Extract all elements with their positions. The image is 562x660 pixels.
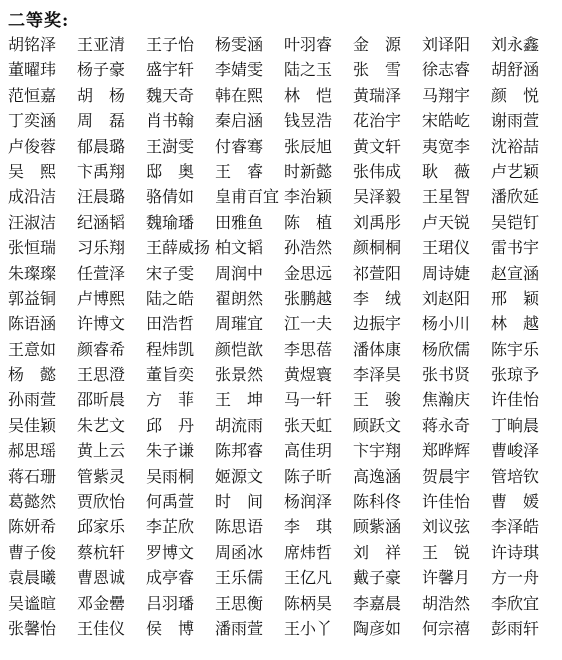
name-cell: 郭益铜: [8, 288, 57, 308]
name-cell: 林 恺: [284, 85, 333, 105]
name-cell: 张书贤: [422, 365, 471, 385]
name-cell: 王 锐: [422, 542, 471, 562]
name-cell: 郁晨璐: [77, 136, 126, 156]
name-cell: 邱家乐: [77, 517, 126, 537]
name-cell: 付睿骞: [215, 136, 264, 156]
name-cell: 胡浩然: [422, 593, 471, 613]
name-cell: 曹 媛: [491, 492, 540, 512]
name-cell: 汪淑洁: [8, 212, 57, 232]
name-cell: 颜恺歆: [215, 339, 264, 359]
name-cell: 何宗禧: [422, 618, 471, 638]
name-cell: 徐志睿: [422, 60, 471, 80]
name-cell: 李泽昊: [353, 365, 402, 385]
name-cell: 胡 杨: [77, 85, 126, 105]
name-cell: 颜桐桐: [353, 238, 402, 258]
name-cell: 耿 薇: [422, 161, 471, 181]
name-cell: 卞宇翔: [353, 441, 402, 461]
name-cell: 董曜玮: [8, 60, 57, 80]
name-cell: 金 源: [353, 35, 402, 54]
name-cell: 高逸涵: [353, 466, 402, 486]
name-cell: 张恒瑞: [8, 238, 57, 258]
name-cell: 曹峻泽: [491, 441, 540, 461]
name-cell: 许馨月: [422, 568, 471, 588]
name-cell: 张伟成: [353, 161, 402, 181]
name-cell: 周 磊: [77, 111, 126, 131]
name-cell: 杨雯涵: [215, 35, 264, 54]
name-cell: 钱昱浩: [284, 111, 333, 131]
name-cell: 陈妍希: [8, 517, 57, 537]
name-cell: 柏文韬: [215, 238, 264, 258]
name-cell: 王澍雯: [146, 136, 195, 156]
name-cell: 吴谧暄: [8, 593, 57, 613]
name-cell: 董旨奕: [146, 365, 195, 385]
name-cell: 曹子俊: [8, 542, 57, 562]
name-cell: 陈柄昊: [284, 593, 333, 613]
name-cell: 张景然: [215, 365, 264, 385]
name-cell: 宋子雯: [146, 263, 195, 283]
name-cell: 王亿凡: [284, 568, 333, 588]
name-cell: 潘雨萱: [215, 618, 264, 638]
name-cell: 潘体康: [353, 339, 402, 359]
name-cell: 张琼予: [491, 365, 540, 385]
name-cell: 曹恩诚: [77, 568, 126, 588]
name-cell: 赵宣涵: [491, 263, 540, 283]
name-cell: 邱 丹: [146, 415, 195, 435]
name-cell: 吴泽毅: [353, 187, 402, 207]
name-cell: 罗博文: [146, 542, 195, 562]
name-cell: 王 坤: [215, 390, 264, 410]
name-cell: 秦启涵: [215, 111, 264, 131]
name-cell: 沈裕喆: [491, 136, 540, 156]
name-cell: 胡舒涵: [491, 60, 540, 80]
name-cell: 李治颖: [284, 187, 333, 207]
name-cell: 杨小川: [422, 314, 471, 334]
name-cell: 朱艺文: [77, 415, 126, 435]
name-cell: 侯 博: [146, 618, 195, 638]
name-cell: 叶羽睿: [284, 35, 333, 54]
name-cell: 陈 植: [284, 212, 333, 232]
name-cell: 贺晨宇: [422, 466, 471, 486]
name-cell: 吴铠钉: [491, 212, 540, 232]
name-cell: 宋皓屹: [422, 111, 471, 131]
name-cell: 杨 懿: [8, 365, 57, 385]
name-cell: 杨子豪: [77, 60, 126, 80]
name-cell: 刘译阳: [422, 35, 471, 54]
name-cell: 刘议弦: [422, 517, 471, 537]
name-cell: 蒋永奇: [422, 415, 471, 435]
name-cell: 刘赵阳: [422, 288, 471, 308]
name-cell: 张辰旭: [284, 136, 333, 156]
name-cell: 周璀宜: [215, 314, 264, 334]
name-cell: 方一舟: [491, 568, 540, 588]
name-cell: 吴雨桐: [146, 466, 195, 486]
name-cell: 翟朗然: [215, 288, 264, 308]
name-cell: 张馨怡: [8, 618, 57, 638]
name-cell: 李 绒: [353, 288, 402, 308]
name-cell: 朱子谦: [146, 441, 195, 461]
name-cell: 时新懿: [284, 161, 333, 181]
name-cell: 郑晔辉: [422, 441, 471, 461]
name-cell: 陈语涵: [8, 314, 57, 334]
name-cell: 邵昕晨: [77, 390, 126, 410]
name-cell: 雷书宇: [491, 238, 540, 258]
name-cell: 颜睿希: [77, 339, 126, 359]
name-cell: 卢天锐: [422, 212, 471, 232]
name-cell: 吕羽璠: [146, 593, 195, 613]
name-cell: 杨欣儒: [422, 339, 471, 359]
name-cell: 王星智: [422, 187, 471, 207]
name-cell: 丁晌晨: [491, 415, 540, 435]
name-cell: 魏天奇: [146, 85, 195, 105]
name-cell: 周函冰: [215, 542, 264, 562]
name-cell: 李泽皓: [491, 517, 540, 537]
name-cell: 袁晨曦: [8, 568, 57, 588]
name-cell: 彭雨轩: [491, 618, 540, 638]
name-cell: 陆之玉: [284, 60, 333, 80]
name-cell: 黄煜寰: [284, 365, 333, 385]
name-cell: 孙雨萱: [8, 390, 57, 410]
name-cell: 时 间: [215, 492, 264, 512]
name-cell: 何禹萱: [146, 492, 195, 512]
name-cell: 江一夫: [284, 314, 333, 334]
name-cell: 胡铭泽: [8, 35, 57, 54]
name-cell: 王 睿: [215, 161, 264, 181]
name-cell: 李 琪: [284, 517, 333, 537]
name-cell: 吴 熙: [8, 161, 57, 181]
name-cell: 朱璨璨: [8, 263, 57, 283]
name-cell: 张 雪: [353, 60, 402, 80]
name-cell: 潘欣延: [491, 187, 540, 207]
name-cell: 祁萱阳: [353, 263, 402, 283]
name-cell: 杨润泽: [284, 492, 333, 512]
name-cell: 王佳仪: [77, 618, 126, 638]
name-cell: 李欣宜: [491, 593, 540, 613]
name-cell: 管培钦: [491, 466, 540, 486]
name-cell: 田浩哲: [146, 314, 195, 334]
section-title: 二等奖:: [8, 11, 70, 31]
name-cell: 方 菲: [146, 390, 195, 410]
name-cell: 李婧雯: [215, 60, 264, 80]
name-cell: 李嘉晨: [353, 593, 402, 613]
name-cell: 贾欣怡: [77, 492, 126, 512]
name-cell: 许佳怡: [422, 492, 471, 512]
name-cell: 韩在熙: [215, 85, 264, 105]
name-cell: 孙浩然: [284, 238, 333, 258]
name-cell: 王 骏: [353, 390, 402, 410]
name-cell: 黄文轩: [353, 136, 402, 156]
name-cell: 卢博熙: [77, 288, 126, 308]
name-cell: 王亚清: [77, 35, 126, 54]
name-cell: 边振宇: [353, 314, 402, 334]
name-cell: 姬源文: [215, 466, 264, 486]
name-cell: 焦瀚庆: [422, 390, 471, 410]
name-cell: 王珺仪: [422, 238, 471, 258]
names-grid: [8, 32, 560, 641]
name-cell: 许诗琪: [491, 542, 540, 562]
name-cell: 花治宇: [353, 111, 402, 131]
name-cell: 李思蓓: [284, 339, 333, 359]
name-cell: 蒋石珊: [8, 466, 57, 486]
name-cell: 李芷欣: [146, 517, 195, 537]
name-cell: 成沿洁: [8, 187, 57, 207]
name-cell: 邸 奥: [146, 161, 195, 181]
name-cell: 范恒嘉: [8, 85, 57, 105]
name-cell: 盛宇轩: [146, 60, 195, 80]
name-cell: 刘禹彤: [353, 212, 402, 232]
name-cell: 吴佳颖: [8, 415, 57, 435]
name-cell: 许博文: [77, 314, 126, 334]
name-cell: 陆之皓: [146, 288, 195, 308]
name-cell: 陈子昕: [284, 466, 333, 486]
name-cell: 卢俊蓉: [8, 136, 57, 156]
name-cell: 程炜凯: [146, 339, 195, 359]
name-cell: 周诗婕: [422, 263, 471, 283]
name-cell: 马翔宇: [422, 85, 471, 105]
name-cell: 张天虹: [284, 415, 333, 435]
name-cell: 陈思语: [215, 517, 264, 537]
name-cell: 周润中: [215, 263, 264, 283]
name-cell: 王乐儒: [215, 568, 264, 588]
name-cell: 王薛威扬: [146, 238, 211, 258]
name-cell: 王思衡: [215, 593, 264, 613]
name-cell: 陈宇乐: [491, 339, 540, 359]
name-cell: 皇甫百宜: [215, 187, 280, 207]
name-cell: 葛懿然: [8, 492, 57, 512]
name-cell: 习乐翔: [77, 238, 126, 258]
name-cell: 肖书翰: [146, 111, 195, 131]
name-cell: 刘 祥: [353, 542, 402, 562]
name-cell: 卞禹翔: [77, 161, 126, 181]
name-cell: 魏瑜璠: [146, 212, 195, 232]
name-cell: 卢艺颖: [491, 161, 540, 181]
name-cell: 夷宽李: [422, 136, 471, 156]
name-cell: 陶彦如: [353, 618, 402, 638]
name-cell: 纪涵韬: [77, 212, 126, 232]
name-cell: 成亭睿: [146, 568, 195, 588]
name-cell: 邓金罍: [77, 593, 126, 613]
name-cell: 戴子豪: [353, 568, 402, 588]
name-cell: 高佳玥: [284, 441, 333, 461]
name-cell: 任萱泽: [77, 263, 126, 283]
name-cell: 马一轩: [284, 390, 333, 410]
name-cell: 王子怡: [146, 35, 195, 54]
name-cell: 王意如: [8, 339, 57, 359]
name-cell: 张鹏越: [284, 288, 333, 308]
name-cell: 王小丫: [284, 618, 333, 638]
name-cell: 陈科佟: [353, 492, 402, 512]
name-cell: 颜 悦: [491, 85, 540, 105]
name-cell: 林 越: [491, 314, 540, 334]
name-cell: 汪晨璐: [77, 187, 126, 207]
name-cell: 顾跃文: [353, 415, 402, 435]
name-cell: 席炜哲: [284, 542, 333, 562]
name-cell: 管紫灵: [77, 466, 126, 486]
name-cell: 骆倩如: [146, 187, 195, 207]
name-cell: 金思远: [284, 263, 333, 283]
name-cell: 郝思瑶: [8, 441, 57, 461]
name-cell: 黄瑞泽: [353, 85, 402, 105]
name-cell: 陈邦睿: [215, 441, 264, 461]
name-cell: 邢 颖: [491, 288, 540, 308]
name-cell: 刘永鑫: [491, 35, 540, 54]
name-cell: 田雅鱼: [215, 212, 264, 232]
name-cell: 丁奕涵: [8, 111, 57, 131]
name-cell: 许佳怡: [491, 390, 540, 410]
name-cell: 胡流雨: [215, 415, 264, 435]
name-cell: 王思澄: [77, 365, 126, 385]
name-cell: 蔡杭轩: [77, 542, 126, 562]
name-cell: 谢雨萱: [491, 111, 540, 131]
name-cell: 黄上云: [77, 441, 126, 461]
name-cell: 顾紫涵: [353, 517, 402, 537]
